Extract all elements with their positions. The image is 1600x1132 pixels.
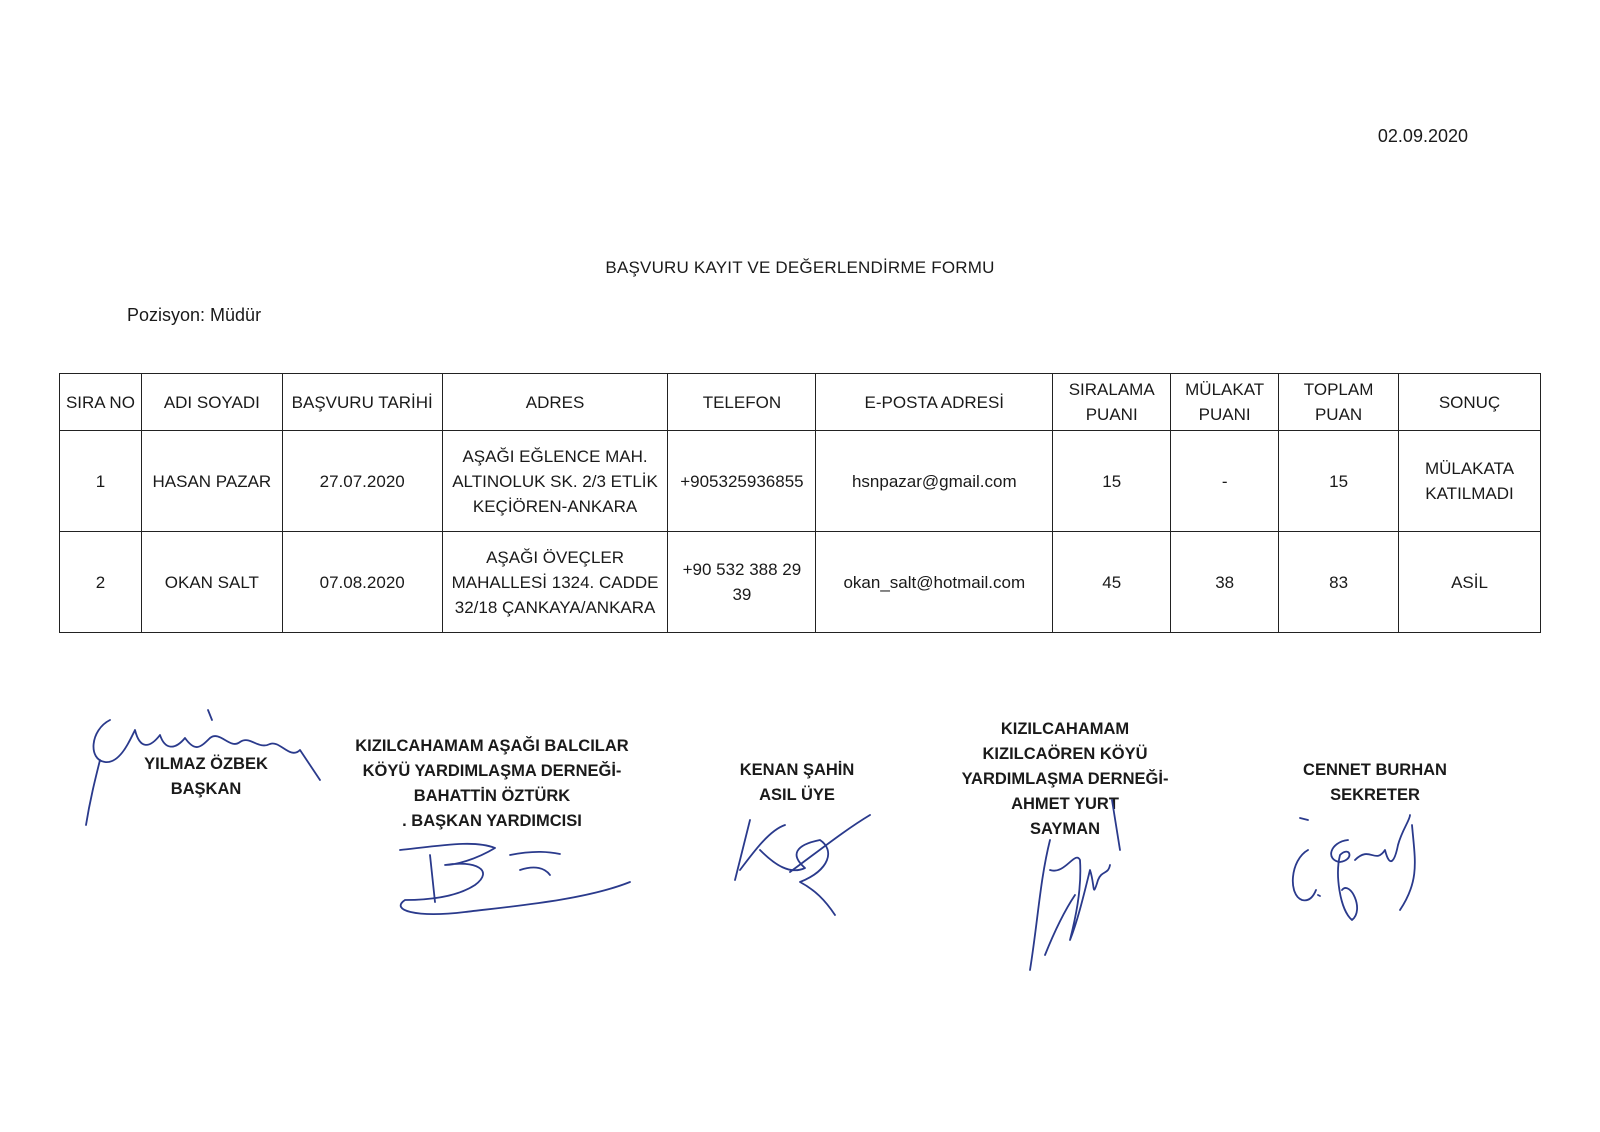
signatory-name: CENNET BURHAN xyxy=(1303,761,1447,779)
signatory-name: YILMAZ ÖZBEK xyxy=(144,755,268,773)
cell-mulakat-puani: - xyxy=(1171,431,1279,532)
cell-basvuru-tarihi: 27.07.2020 xyxy=(282,431,442,532)
signatory-role: ASIL ÜYE xyxy=(759,786,835,804)
applicant-table xyxy=(59,373,1541,633)
cell-adres: AŞAĞI ÖVEÇLER MAHALLESİ 1324. CADDE 32/18 ÇANKAYA/ANKARA xyxy=(442,532,668,633)
cell-sira-no: 1 xyxy=(60,431,142,532)
document-date: 02.09.2020 xyxy=(1377,126,1468,146)
signature-bahattin-ozturk xyxy=(385,840,645,930)
signatory-name: BAHATTİN ÖZTÜRK xyxy=(413,787,571,805)
header-sira-no: SIRA NO xyxy=(60,374,142,431)
cell-eposta: okan_salt@hotmail.com xyxy=(816,532,1053,633)
cell-sonuc: ASİL xyxy=(1399,532,1541,633)
header-adres: ADRES xyxy=(442,374,668,431)
cell-toplam-puan: 83 xyxy=(1279,532,1399,633)
header-telefon: TELEFON xyxy=(668,374,816,431)
table-row xyxy=(60,532,1541,633)
table-header-row xyxy=(60,374,1541,431)
header-basvuru-tarihi: BAŞVURU TARİHİ xyxy=(282,374,442,431)
cell-mulakat-puani: 38 xyxy=(1171,532,1279,633)
cell-sonuc: MÜLAKATA KATILMADI xyxy=(1399,431,1541,532)
signatory-name: AHMET YURT xyxy=(1011,795,1119,813)
cell-siralama-puani: 45 xyxy=(1053,532,1171,633)
cell-siralama-puani: 15 xyxy=(1053,431,1171,532)
signatory-org: KIZILCAHAMAM KIZILCAÖREN KÖYÜ YARDIMLAŞMA DERNEĞİ- xyxy=(961,720,1169,788)
signature-cennet-burhan xyxy=(1280,800,1440,940)
cell-adi-soyadi: OKAN SALT xyxy=(141,532,282,633)
signatory-role: BAŞKAN xyxy=(170,780,242,798)
cell-adres: AŞAĞI EĞLENCE MAH. ALTINOLUK SK. 2/3 ETLİK KEÇİÖREN-ANKARA xyxy=(442,431,668,532)
signatory-org: KIZILCAHAMAM AŞAĞI BALCILAR KÖYÜ YARDIMLAŞMA DERNEĞİ- xyxy=(355,737,629,780)
header-adi-soyadi: ADI SOYADI xyxy=(141,374,282,431)
signatory-role: . BAŞKAN YARDIMCISI xyxy=(402,812,582,830)
signature-ahmet-yurt xyxy=(1020,780,1160,990)
header-eposta: E-POSTA ADRESİ xyxy=(816,374,1053,431)
cell-telefon: +90 532 388 29 39 xyxy=(668,532,816,633)
header-mulakat-puani: MÜLAKAT PUANI xyxy=(1171,374,1279,431)
header-siralama-puani: SIRALAMA PUANI xyxy=(1053,374,1171,431)
signatory-name: KENAN ŞAHİN xyxy=(739,761,855,779)
table-row xyxy=(60,431,1541,532)
cell-toplam-puan: 15 xyxy=(1279,431,1399,532)
header-sonuc: SONUÇ xyxy=(1399,374,1541,431)
signatory-bahattin-ozturk xyxy=(336,734,648,834)
cell-sira-no: 2 xyxy=(60,532,142,633)
cell-telefon: +905325936855 xyxy=(668,431,816,532)
position-line: Pozisyon: Müdür xyxy=(127,305,262,325)
cell-adi-soyadi: HASAN PAZAR xyxy=(141,431,282,532)
cell-basvuru-tarihi: 07.08.2020 xyxy=(282,532,442,633)
signatory-yilmaz-ozbek xyxy=(108,752,304,802)
signature-kenan-sahin xyxy=(730,810,880,920)
form-title: BAŞVURU KAYIT VE DEĞERLENDİRME FORMU xyxy=(605,258,995,277)
signatory-role: SAYMAN xyxy=(1030,820,1100,838)
signatory-kenan-sahin xyxy=(712,758,882,808)
header-toplam-puan: TOPLAM PUAN xyxy=(1279,374,1399,431)
cell-eposta: hsnpazar@gmail.com xyxy=(816,431,1053,532)
signatory-role: SEKRETER xyxy=(1330,786,1420,804)
